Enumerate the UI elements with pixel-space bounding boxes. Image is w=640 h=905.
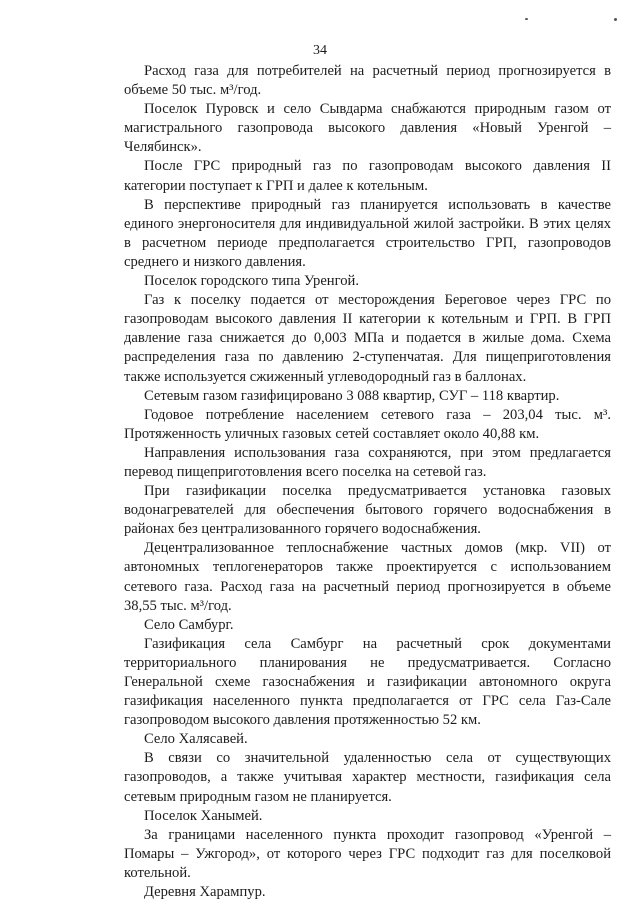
paragraph: В связи со значительной удаленностью села от существующих газопроводов, а также учитывая характер местности, газификация села сетевым природным газом не планируется. <box>124 750 611 805</box>
section-heading: Село Халясавей. <box>144 731 248 748</box>
paragraph: Децентрализованное теплоснабжение частных домов (мкр. VII) от автономных теплогенераторов также проектируется с использованием сетевого газа. Расход газа на расчетный период прогнозируется в объеме 38,55 тыс. м³/год. <box>124 540 611 614</box>
scan-speck <box>614 18 617 21</box>
section-heading: Село Самбург. <box>144 616 234 633</box>
paragraph: Поселок Пуровск и село Сывдарма снабжаются природным газом от магистрального газопровода высокого давления «Новый Уренгой – Челябинск». <box>124 101 611 156</box>
paragraph: При газификации поселка предусматривается установка газовых водонагревателей для обеспечения бытового горячего водоснабжения в районах без централизованного горячего водоснабжения. <box>124 483 611 538</box>
paragraph: Газификация села Самбург на расчетный срок документами территориального планирования не предусматривается. Согласно Генеральной схеме газоснабжения и газификации автономного округа газификация населенного пункта предполагается от ГРС села Газ-Сале газопроводом высокого давления протяженностью 52 км. <box>124 635 611 729</box>
document-body <box>124 62 611 902</box>
paragraph: Годовое потребление населением сетевого газа – 203,04 тыс. м³. Протяженность уличных газовых сетей составляет около 40,88 км. <box>124 406 611 442</box>
scan-speck <box>525 18 528 20</box>
paragraph: Сетевым газом газифицировано 3 088 квартир, СУГ – 118 квартир. <box>144 387 560 404</box>
section-heading: Деревня Харампур. <box>144 884 266 901</box>
paragraph: Направления использования газа сохраняются, при этом предлагается перевод пищеприготовления всего поселка на сетевой газ. <box>124 444 611 480</box>
page-number: 34 <box>313 43 327 58</box>
section-heading: Поселок Ханымей. <box>144 807 263 824</box>
paragraph: Газ к поселку подается от месторождения Береговое через ГРС по газопроводам высокого давления II категории к котельным и ГРП. В ГРП давление газа снижается до 0,003 МПа и подается в жилые дома. Схема распределения газа по давлению 2-ступенчатая. Для пищеприготовления также используется сжиженный углеводородный газ в баллонах. <box>124 292 611 385</box>
paragraph: За границами населенного пункта проходит газопровод «Уренгой – Помары – Ужгород», от которого через ГРС подходит газ для поселковой котельной. <box>124 826 611 881</box>
paragraph: После ГРС природный газ по газопроводам высокого давления II категории поступает к ГРП и далее к котельным. <box>124 158 611 194</box>
section-heading: Поселок городского типа Уренгой. <box>144 273 359 290</box>
paragraph: В перспективе природный газ планируется использовать в качестве единого энергоносителя для индивидуальной жилой застройки. В этих целях в расчетном периоде предполагается строительство ГРП, газопроводов среднего и низкого давления. <box>124 196 611 270</box>
paragraph: Расход газа для потребителей на расчетный период прогнозируется в объеме 50 тыс. м³/год. <box>124 63 611 99</box>
